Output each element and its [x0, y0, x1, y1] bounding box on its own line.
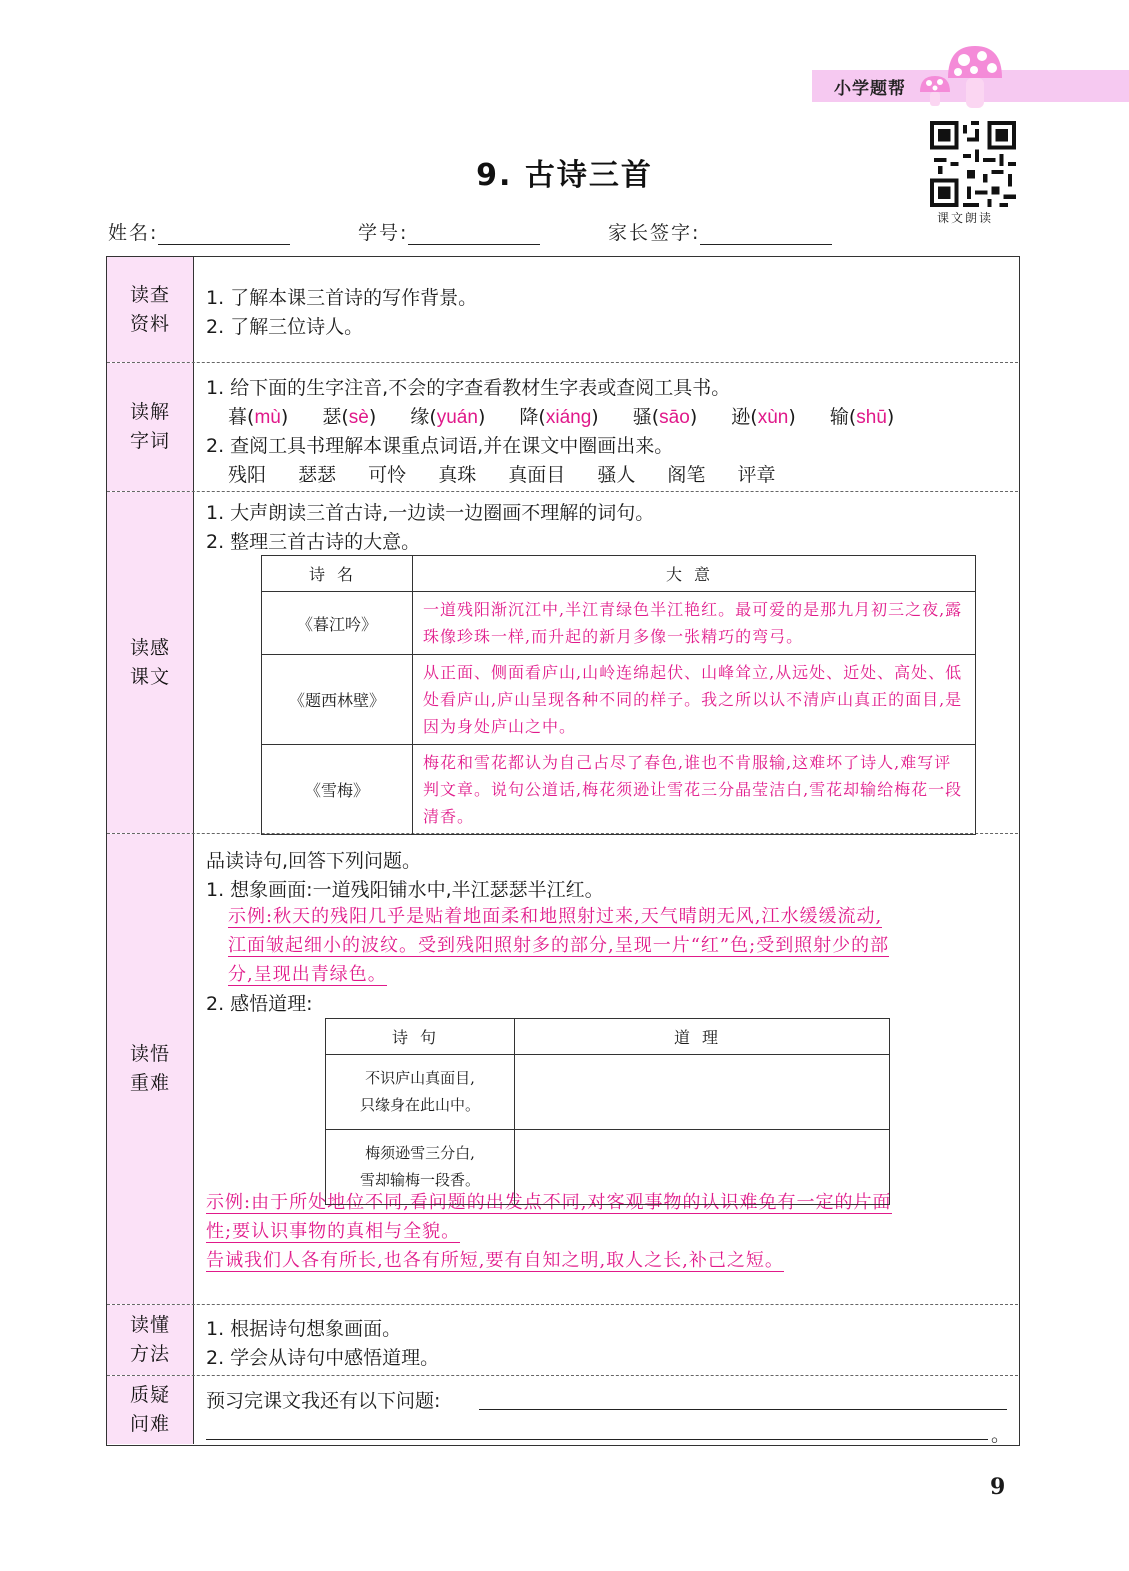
name-blank[interactable] — [158, 224, 290, 245]
task-line: 2. 学会从诗句中感悟道理。 — [206, 1347, 440, 1369]
reason-answer-cell[interactable] — [515, 1055, 890, 1130]
label-line: 读悟 — [129, 1043, 170, 1065]
label-line: 读感 — [129, 636, 170, 659]
task-line: 1. 大声朗读三首古诗,一边读一边圈画不理解的词句。 — [206, 502, 655, 524]
section-questions — [107, 1376, 1018, 1444]
word-item: 评章 — [737, 464, 776, 486]
parent-signature-blank[interactable] — [700, 224, 832, 245]
word-item: 瑟瑟 — [298, 464, 337, 486]
label-line: 资料 — [129, 312, 170, 335]
section-text-reading — [107, 492, 1018, 834]
label-line: 读查 — [129, 283, 170, 306]
end-mark: 。 — [991, 1424, 1011, 1446]
poem-name: 《雪梅》 — [262, 745, 413, 835]
mushroom-icon — [944, 44, 1006, 110]
poem-name: 《题西林壁》 — [262, 655, 413, 745]
table-row — [326, 1055, 890, 1130]
answer-line: 性;要认识事物的真相与全貌。 — [206, 1221, 461, 1242]
section-label — [107, 257, 194, 362]
task-line: 2. 整理三首古诗的大意。 — [206, 531, 421, 553]
word-list — [228, 460, 801, 487]
answer-line: 分,呈现出青绿色。 — [228, 964, 387, 985]
pinyin-list — [228, 402, 922, 429]
poem-meaning: 梅花和雪花都认为自己占尽了春色,谁也不肯服输,这难坏了诗人,难写评判文章。说句公道话,梅花须逊让雪花三分晶莹洁白,雪花却输给梅花一段清香。 — [413, 745, 976, 835]
parent-signature-label: 家长签字: — [608, 222, 701, 244]
task-line: 2. 感悟道理: — [206, 993, 313, 1015]
section-words — [107, 363, 1018, 492]
small-mushroom-icon — [918, 74, 952, 108]
table-row — [326, 1130, 890, 1205]
worksheet-table — [106, 256, 1020, 1446]
task-line: 1. 想象画面:一道残阳铺水中,半江瑟瑟半江红。 — [206, 879, 604, 901]
section-methods — [107, 1305, 1018, 1376]
word-item: 真面目 — [508, 464, 566, 486]
label-line: 读懂 — [129, 1314, 170, 1336]
table-row — [262, 592, 976, 655]
question-prompt: 预习完课文我还有以下问题: — [206, 1390, 441, 1412]
section-reading-materials — [107, 257, 1018, 363]
word-item: 可怜 — [368, 464, 407, 486]
brand-name: 小学题帮 — [834, 79, 906, 99]
pinyin-item: 骚(sāo) — [632, 406, 698, 428]
page-number: 9 — [990, 1474, 1006, 1500]
pinyin-item: 瑟(sè) — [322, 406, 377, 428]
task-line: 2. 查阅工具书理解本课重点词语,并在课文中圈画出来。 — [206, 435, 674, 457]
word-item: 残阳 — [228, 464, 267, 486]
column-header: 诗句 — [326, 1019, 515, 1055]
student-id-field[interactable] — [358, 218, 540, 245]
reason-answer-cell[interactable] — [515, 1130, 890, 1205]
pinyin-item: 降(xiáng) — [519, 406, 599, 428]
pinyin-item: 缘(yuán) — [410, 406, 486, 428]
answer-line: 江面皱起细小的波纹。受到残阳照射多的部分,呈现一片“红”色;受到照射少的部 — [228, 935, 890, 956]
column-header: 大意 — [413, 556, 976, 592]
student-id-blank[interactable] — [408, 224, 540, 245]
label-line: 重难 — [129, 1072, 170, 1094]
verse-cell: 梅须逊雪三分白, 雪却输梅一段香。 — [326, 1130, 515, 1205]
word-item: 真珠 — [438, 464, 477, 486]
label-line: 读解 — [129, 401, 170, 423]
word-item: 骚人 — [597, 464, 636, 486]
parent-signature-field[interactable] — [608, 218, 832, 245]
poem-meaning: 从正面、侧面看庐山,山岭连绵起伏、山峰耸立,从远处、近处、高处、低处看庐山,庐山呈现各种不同的样子。我之所以认不清庐山真正的面目,是因为身处庐山之中。 — [413, 655, 976, 745]
question-blank-line[interactable] — [206, 1439, 988, 1440]
answer-line: 示例:由于所处地位不同,看问题的出发点不同,对客观事物的认识难免有一定的片面 — [206, 1192, 892, 1213]
label-line: 问难 — [129, 1413, 170, 1435]
task-line: 2. 了解三位诗人。 — [206, 316, 364, 338]
task-line: 1. 根据诗句想象画面。 — [206, 1318, 402, 1340]
pinyin-item: 输(shū) — [829, 406, 895, 428]
verse-cell: 不识庐山真面目, 只缘身在此山中。 — [326, 1055, 515, 1130]
poem-name: 《暮江吟》 — [262, 592, 413, 655]
section-label — [107, 834, 194, 1304]
section-label — [107, 492, 194, 833]
task-line: 1. 给下面的生字注音,不会的字查看教材生字表或查阅工具书。 — [206, 377, 731, 399]
section-key-points — [107, 834, 1018, 1305]
qr-caption: 课文朗读 — [937, 211, 994, 225]
label-line: 字词 — [129, 430, 170, 452]
question-blank-line[interactable] — [479, 1409, 1007, 1410]
table-row — [262, 745, 976, 835]
student-id-label: 学号: — [358, 222, 409, 244]
label-line: 课文 — [129, 665, 170, 688]
answer-line: 告诫我们人各有所长,也各有所短,要有自知之明,取人之长,补己之短。 — [206, 1250, 784, 1271]
page-title: 9. 古诗三首 — [476, 158, 653, 193]
word-item: 阁笔 — [667, 464, 706, 486]
label-line: 质疑 — [129, 1384, 170, 1406]
section-label — [107, 363, 194, 491]
label-line: 方法 — [129, 1343, 170, 1365]
pinyin-item: 暮(mù) — [228, 406, 289, 428]
task-line: 1. 了解本课三首诗的写作背景。 — [206, 287, 478, 309]
column-header: 诗名 — [262, 556, 413, 592]
name-field[interactable] — [108, 218, 290, 245]
column-header: 道理 — [515, 1019, 890, 1055]
pinyin-item: 逊(xùn) — [731, 406, 796, 428]
section-label — [107, 1376, 194, 1444]
section-label — [107, 1305, 194, 1375]
name-label: 姓名: — [108, 222, 159, 244]
table-row — [262, 655, 976, 745]
verse-reason-table — [325, 1018, 890, 1205]
meaning-table — [261, 555, 976, 835]
intro-line: 品读诗句,回答下列问题。 — [206, 850, 422, 872]
poem-meaning: 一道残阳渐沉江中,半江青绿色半江艳红。最可爱的是那九月初三之夜,露珠像珍珠一样,而升起的新月多像一张精巧的弯弓。 — [413, 592, 976, 655]
answer-line: 示例:秋天的残阳几乎是贴着地面柔和地照射过来,天气晴朗无风,江水缓缓流动, — [228, 906, 883, 927]
